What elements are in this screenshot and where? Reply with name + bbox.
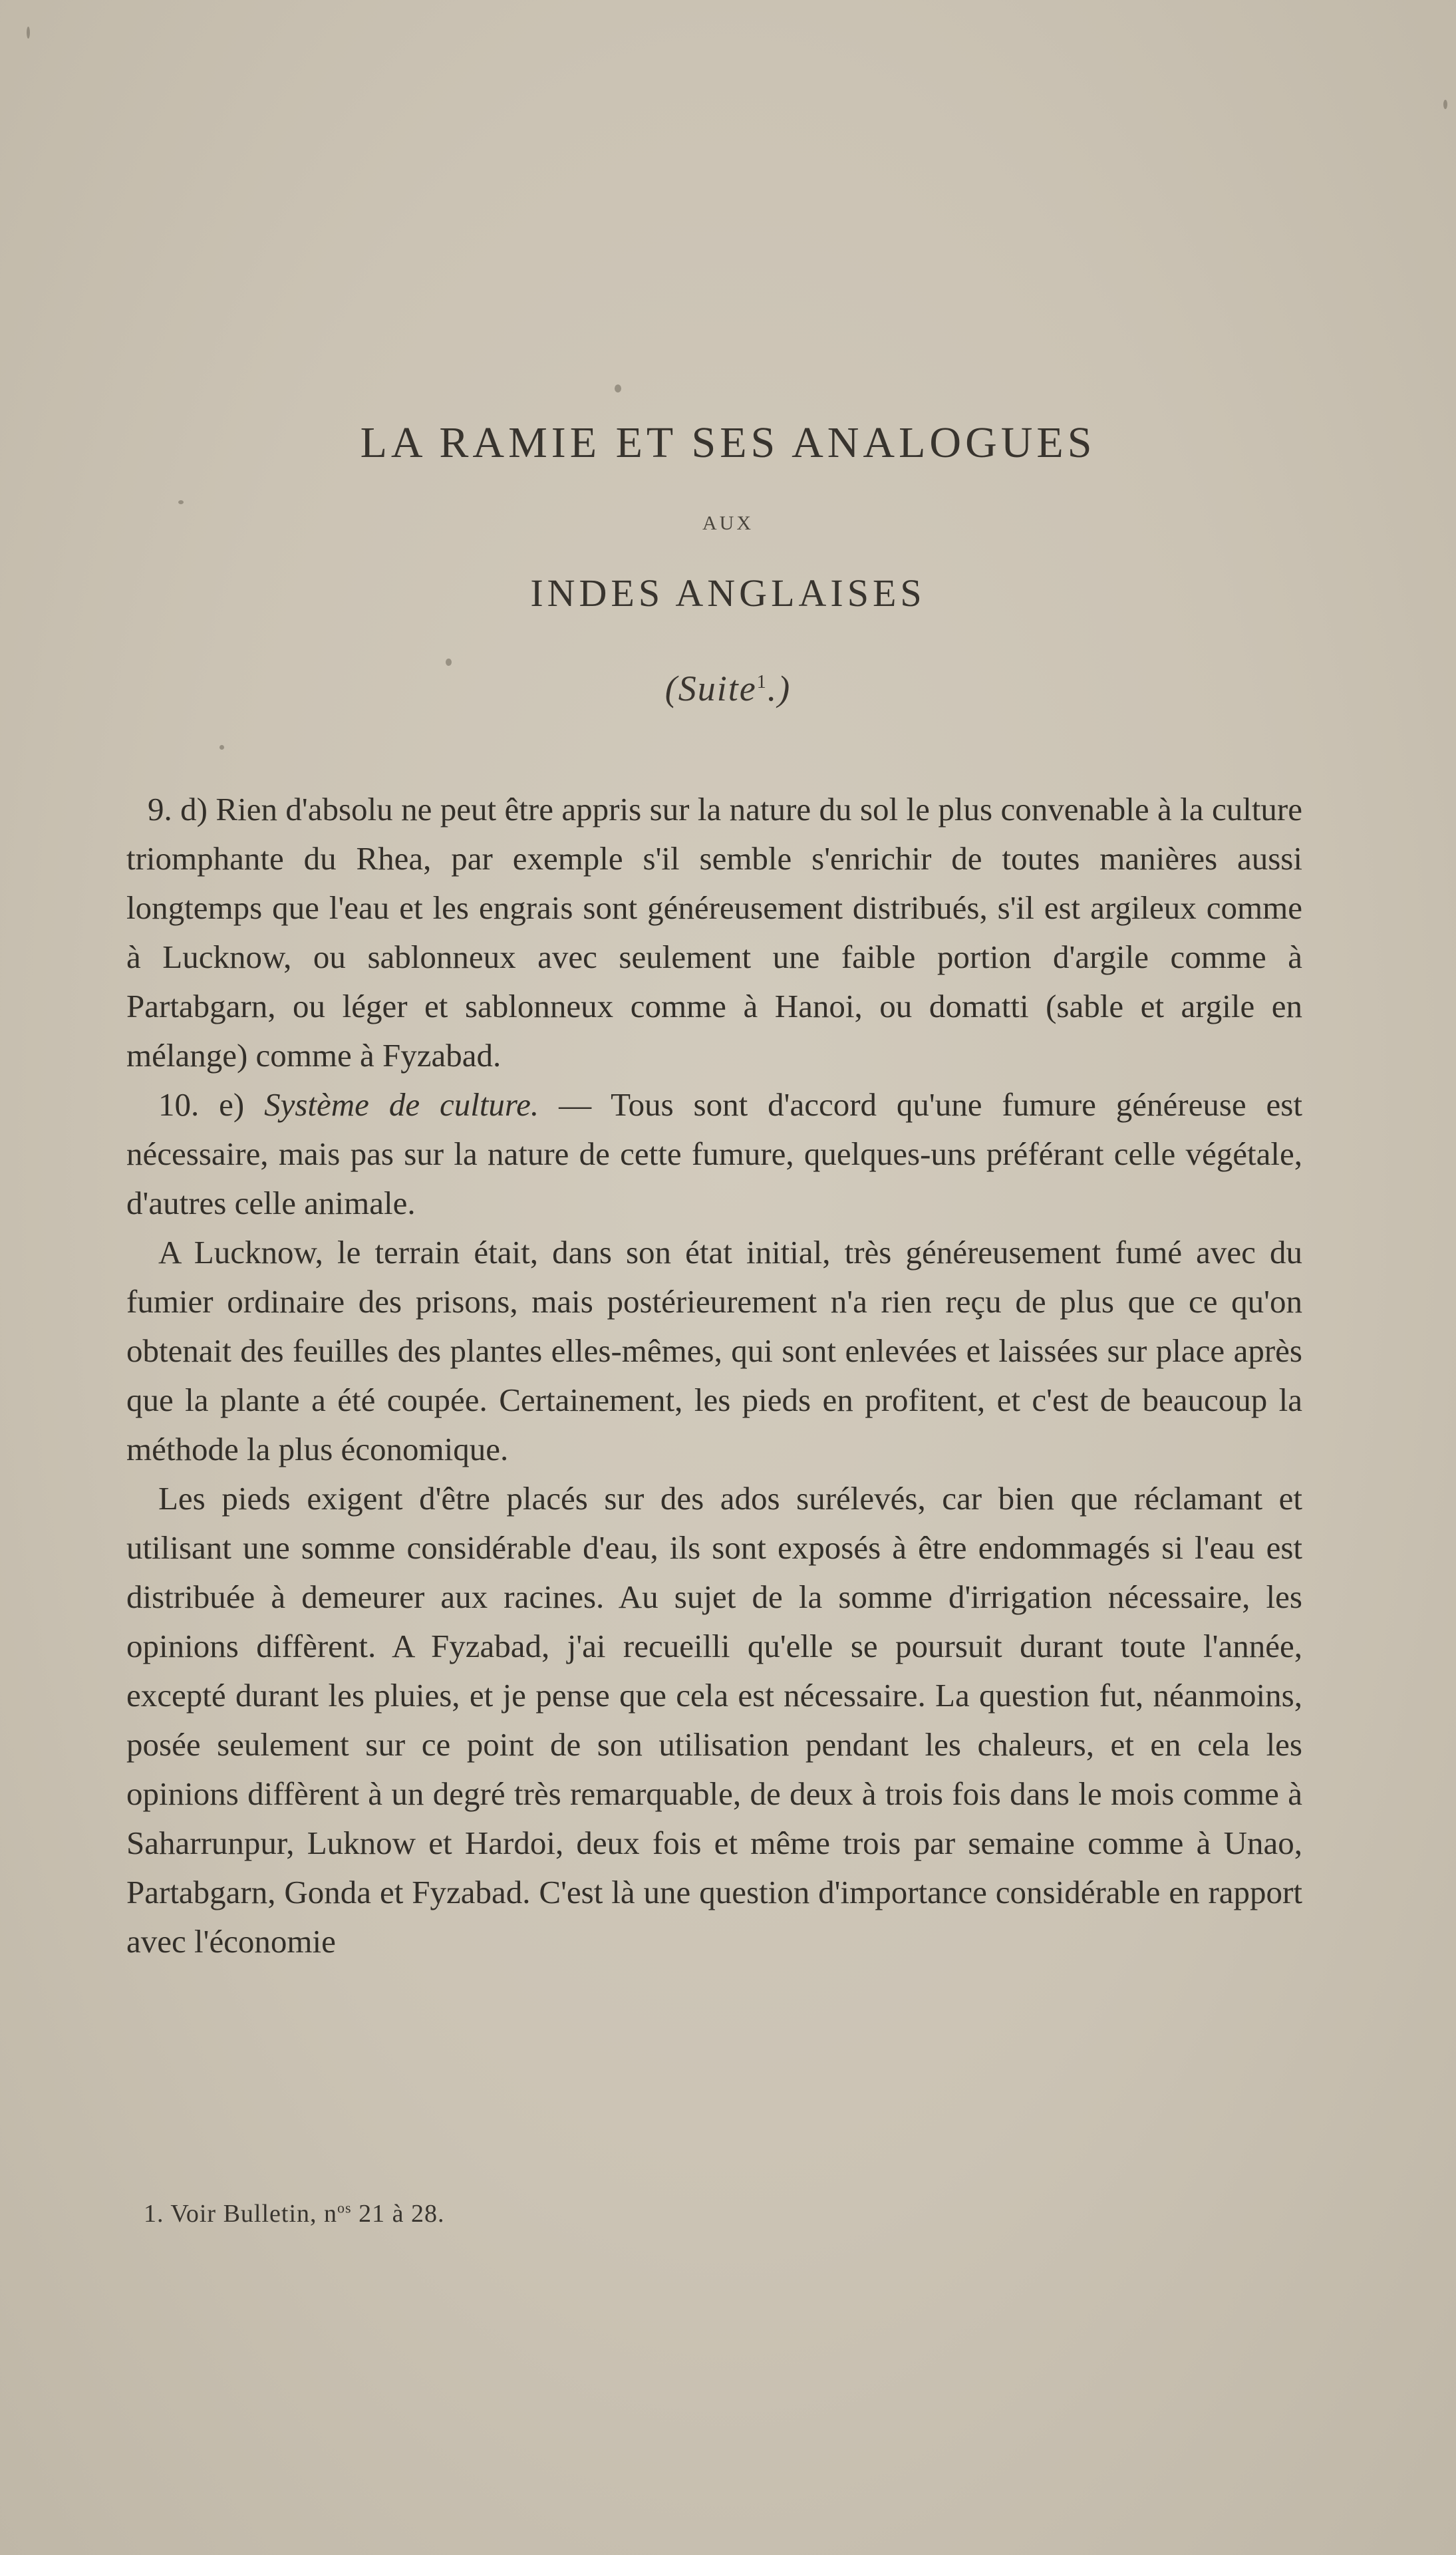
article-title-connector: AUX (702, 512, 754, 534)
section-number: 10. e) (158, 1086, 265, 1123)
continuation-label (0, 668, 1456, 709)
paper-speck (615, 384, 621, 392)
paper-speck (219, 745, 224, 750)
section-heading: Système de culture. (264, 1086, 539, 1123)
footnote-sup: os (337, 2199, 352, 2216)
section-text: — Tous sont d'accord qu'une fumure généreuse est nécessaire, mais pas sur la nature de cette fumure, quelques-uns préférant celle végétale, d'autres celle animale. (126, 1086, 1302, 1221)
paragraph-culture-system (126, 1080, 1302, 1228)
paragraph-lucknow: A Lucknow, le terrain était, dans son état initial, très généreusement fumé avec du fumier ordinaire des prisons, mais postérieurement n'a rien reçu de plus que ce qu'on obtenait des feuilles des plantes elles-mêmes, qui sont enlevées et laissées sur place après que la plante a été coupée. Certainement, les pieds en profitent, et c'est de beaucoup la méthode la plus économique. (126, 1234, 1302, 1467)
paper-speck (1443, 100, 1447, 109)
continuation-text: (Suite (664, 669, 757, 708)
paper-speck (446, 659, 452, 666)
continuation-close: .) (767, 669, 792, 708)
footnote-marker: 1. (144, 2200, 164, 2228)
paragraph-soil: 9. d) Rien d'absolu ne peut être appris sur la nature du sol le plus convenable à la culture triomphante du Rhea, par exemple s'il semble s'enrichir de toutes manières aussi longtemps que l'eau et les engrais sont généreusement distribués, s'il est argileux comme à Lucknow, ou sablonneux avec seulement une faible portion d'argile comme à Partabgarn, ou léger et sablonneux comme à Hanoi, ou domatti (sable et argile en mélange) comme à Fyzabad. (126, 791, 1302, 1074)
footnote-text: Voir Bulletin, n (164, 2200, 338, 2228)
paragraph-irrigation: Les pieds exigent d'être placés sur des ados surélevés, car bien que réclamant et utilisant une somme considérable d'eau, ils sont exposés à être endommagés si l'eau est distribuée à demeurer aux racines. Au sujet de la somme d'irrigation nécessaire, les opinions diffèrent. A Fyzabad, j'ai recueilli qu'elle se poursuit durant toute l'année, excepté durant les pluies, et je pense que cela est nécessaire. La question fut, néanmoins, posée seulement sur ce point de son utilisation pendant les chaleurs, et en cela les opinions diffèrent à un degré très remarquable, de deux à trois fois dans le mois comme à Saharrunpur, Luknow et Hardoi, deux fois et même trois par semaine comme à Unao, Partabgarn, Gonda et Fyzabad. C'est là une question d'importance considérable en rapport avec l'économie (126, 1480, 1302, 1960)
footnote-reference: 1 (756, 672, 768, 692)
footnote (144, 2199, 444, 2228)
article-subtitle: INDES ANGLAISES (530, 571, 926, 615)
article-body (126, 785, 1302, 1966)
article-title: LA RAMIE ET SES ANALOGUES (360, 418, 1096, 467)
paper-speck (178, 500, 184, 504)
paper-speck (27, 27, 30, 39)
footnote-text-end: 21 à 28. (351, 2200, 445, 2228)
